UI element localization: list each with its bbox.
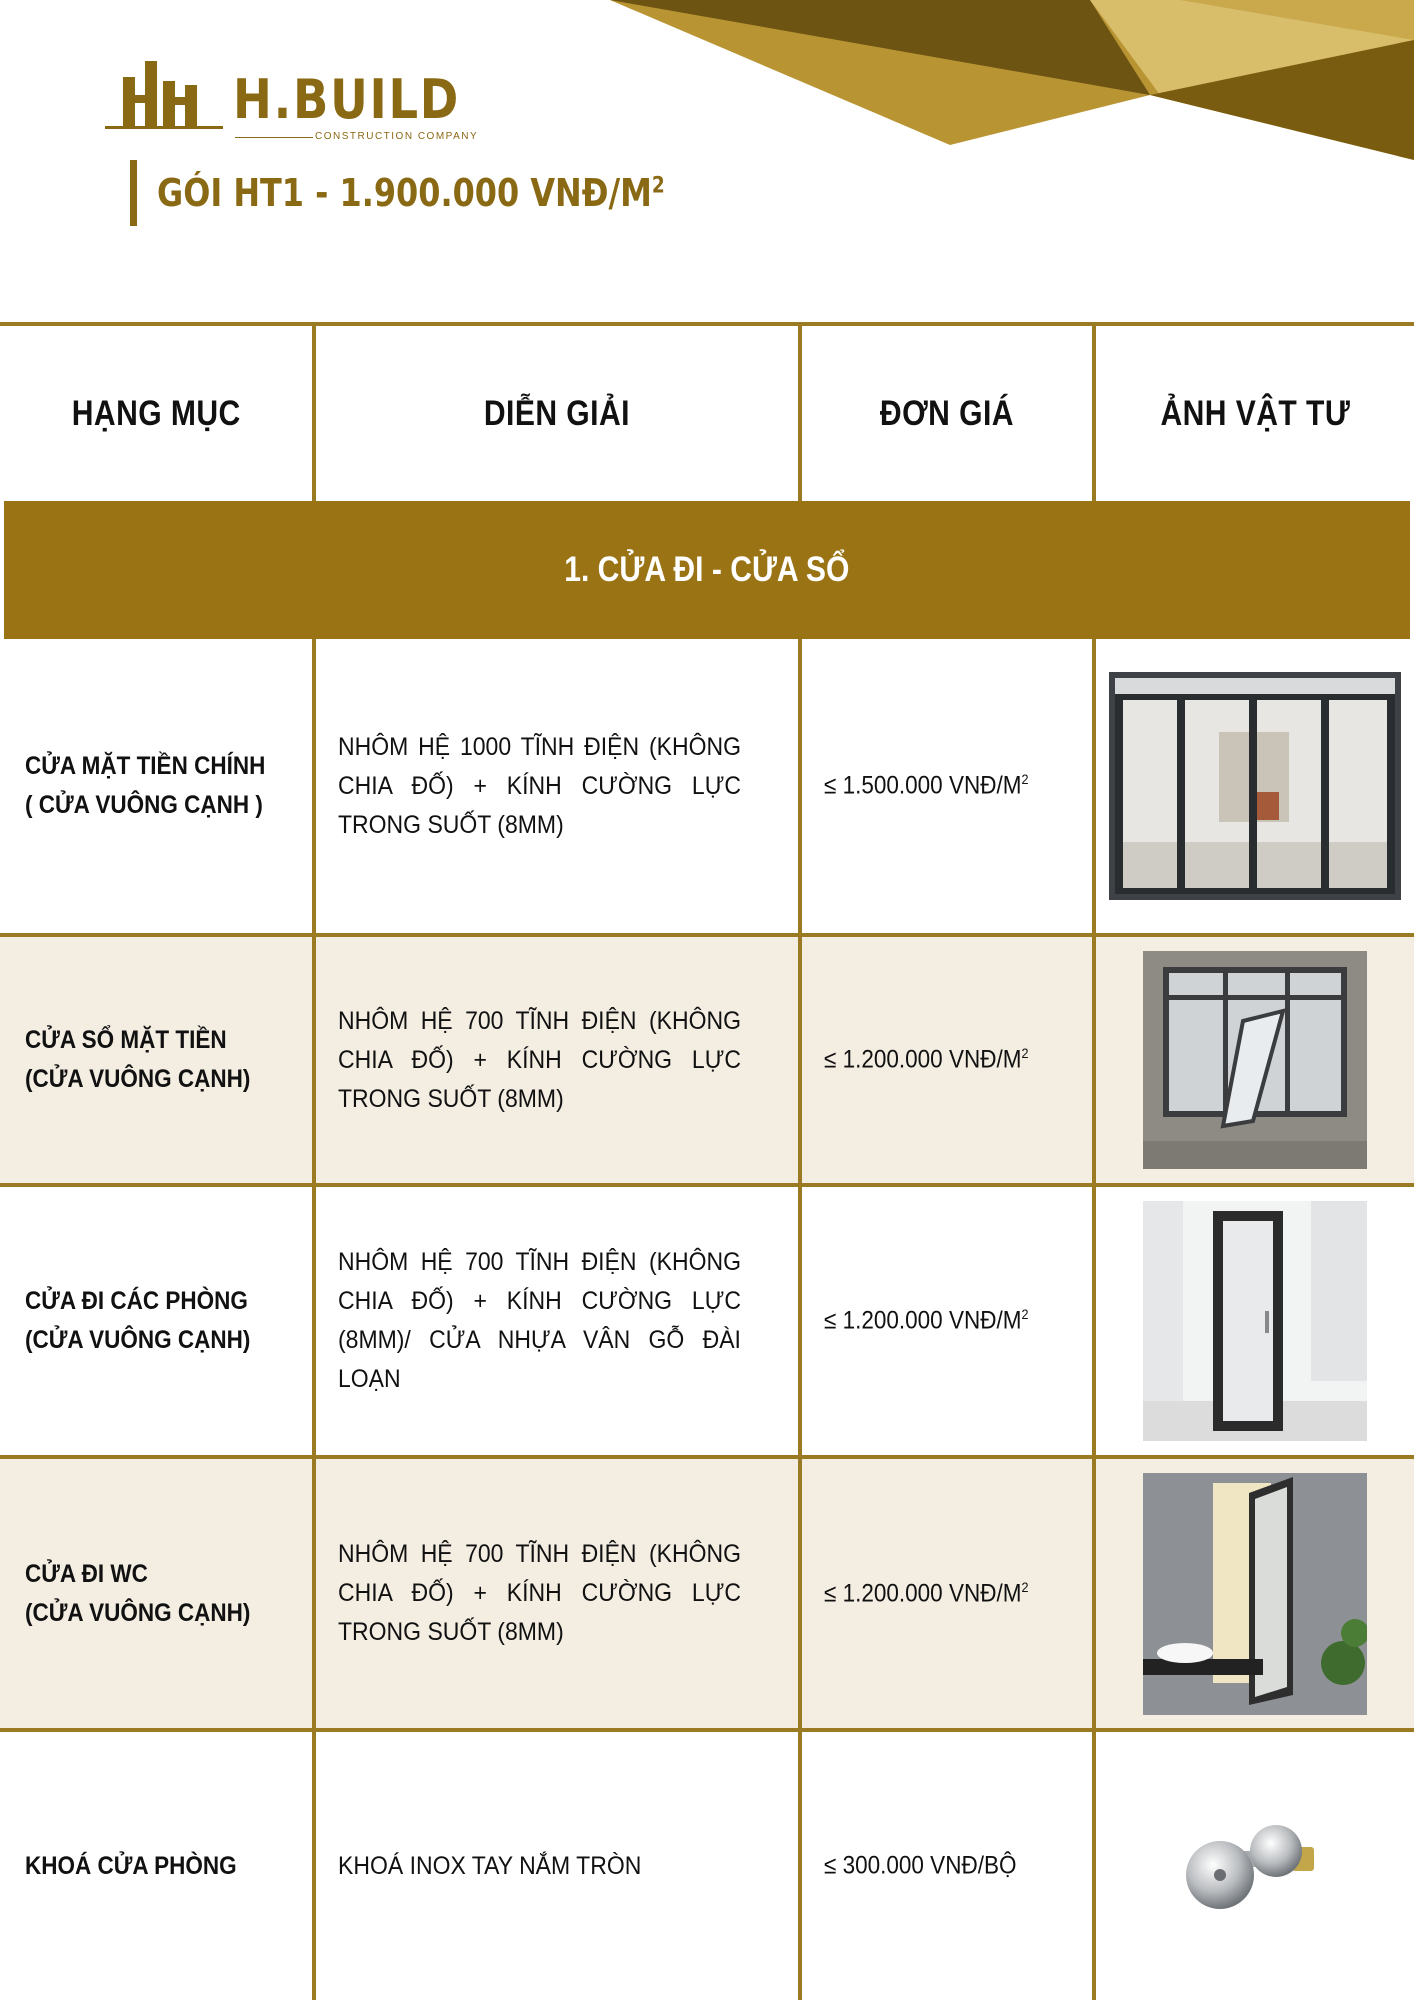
package-title-block xyxy=(130,160,762,226)
brand-name: H.BUILD xyxy=(233,68,461,131)
door-knob-lock-photo xyxy=(1180,1811,1330,1921)
row-description: NHÔM HỆ 700 TĨNH ĐIỆN (KHÔNG CHIA ĐỐ) + KÍNH CƯỜNG LỰC TRONG SUỐT (8MM) xyxy=(338,1540,741,1646)
table-row xyxy=(0,639,1414,937)
row-description: NHÔM HỆ 700 TĨNH ĐIỆN (KHÔNG CHIA ĐỐ) + KÍNH CƯỜNG LỰC (8MM)/ CỬA NHỰA VÂN GỖ ĐÀI LOẠN xyxy=(338,1248,741,1393)
header-description: DIỄN GIẢI xyxy=(316,326,802,501)
row-description: NHÔM HỆ 1000 TĨNH ĐIỆN (KHÔNG CHIA ĐỐ) + KÍNH CƯỜNG LỰC TRONG SUỐT (8MM) xyxy=(338,732,741,839)
row-item: CỬA SỔ MẶT TIỀN (CỬA VUÔNG CẠNH) xyxy=(25,1026,251,1093)
company-logo xyxy=(105,55,479,145)
aluminum-window-photo xyxy=(1143,951,1367,1169)
table-row xyxy=(0,1459,1414,1732)
header-item: HẠNG MỤC xyxy=(0,326,316,501)
row-item: CỬA MẶT TIỀN CHÍNH ( CỬA VUÔNG CẠNH ) xyxy=(25,752,266,819)
row-price: ≤ 1.500.000 VNĐ/$M^2$ xyxy=(824,771,1029,800)
table-row xyxy=(0,1732,1414,2000)
table-header-row xyxy=(0,326,1414,501)
header-photo: ẢNH VẬT TƯ xyxy=(1160,393,1350,433)
title-accent-bar xyxy=(130,160,137,226)
building-logo-icon xyxy=(105,55,225,135)
row-item: CỬA ĐI CÁC PHÒNG (CỬA VUÔNG CẠNH) xyxy=(25,1287,251,1354)
header-unit-price: ĐƠN GIÁ xyxy=(802,326,1096,501)
package-title: GÓI HT1 - 1.900.000 VNĐ/$M^2$ xyxy=(157,171,665,215)
row-price: ≤ 1.200.000 VNĐ/$M^2$ xyxy=(824,1578,1029,1608)
brand-underline xyxy=(235,137,313,138)
room-door-photo xyxy=(1143,1201,1367,1441)
row-price: ≤ 1.200.000 VNĐ/$M^2$ xyxy=(824,1045,1029,1074)
folding-glass-door-photo xyxy=(1109,672,1401,900)
row-description: NHÔM HỆ 700 TĨNH ĐIỆN (KHÔNG CHIA ĐỐ) + KÍNH CƯỜNG LỰC TRONG SUỐT (8MM) xyxy=(338,1006,741,1113)
row-price: ≤ 300.000 VNĐ/BỘ xyxy=(824,1851,1017,1880)
price-table xyxy=(0,322,1414,2000)
row-item: CỬA ĐI WC (CỬA VUÔNG CẠNH) xyxy=(25,1559,251,1627)
table-row xyxy=(0,1187,1414,1459)
table-row xyxy=(0,937,1414,1187)
row-item: KHOÁ CỬA PHÒNG xyxy=(25,1851,237,1880)
row-price: ≤ 1.200.000 VNĐ/$M^2$ xyxy=(824,1306,1029,1335)
brand-tagline: CONSTRUCTION COMPANY xyxy=(315,131,479,142)
row-description: KHOÁ INOX TAY NẮM TRÒN xyxy=(338,1851,642,1880)
wc-door-photo xyxy=(1143,1473,1367,1715)
section-doors-windows: 1. CỬA ĐI - CỬA SỔ xyxy=(4,501,1410,639)
